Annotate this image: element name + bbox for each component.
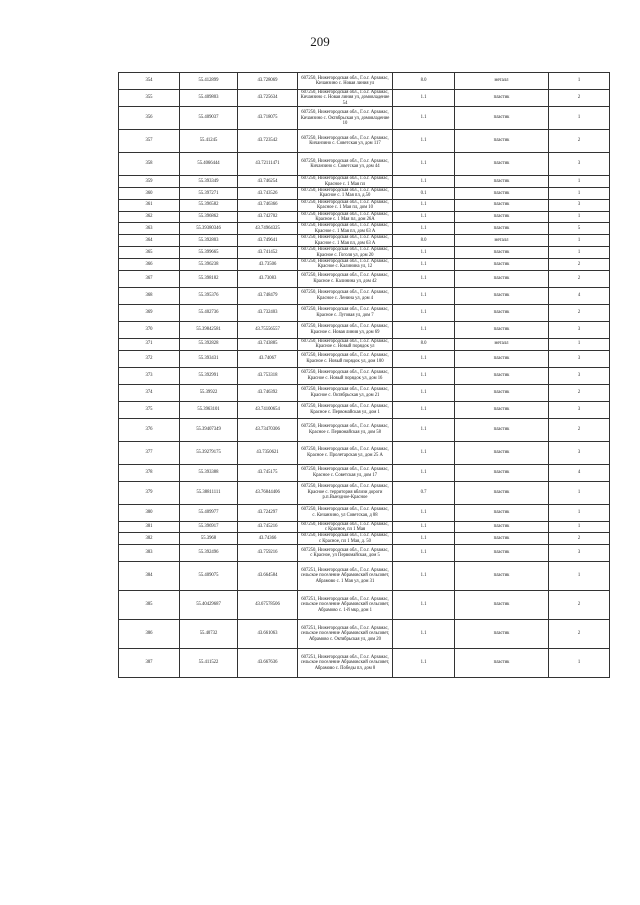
cell-quantity: 2 [549, 130, 610, 153]
table-row [119, 235, 610, 247]
table-row [119, 350, 610, 367]
cell-longitude: 43.742702 [238, 211, 298, 223]
cell-latitude: 55.411522 [180, 649, 238, 678]
table-row [119, 464, 610, 481]
cell-address: 607250, Нижегородская обл., Г.о.г. Арзамас, Красное с. Новый порядок ул [298, 338, 393, 350]
cell-quantity: 3 [549, 401, 610, 418]
cell-number: 363 [119, 223, 180, 235]
cell-latitude: 55.409803 [180, 90, 238, 107]
cell-latitude: 55.393388 [180, 464, 238, 481]
cell-volume: 1.1 [393, 441, 455, 464]
cell-volume: 1.1 [393, 401, 455, 418]
cell-quantity: 1 [549, 562, 610, 591]
cell-latitude: 55.392496 [180, 545, 238, 562]
cell-material: пластик [455, 258, 549, 270]
cell-number: 382 [119, 533, 180, 545]
cell-longitude: 43.718075 [238, 107, 298, 130]
cell-material: пластик [455, 464, 549, 481]
cell-quantity: 3 [549, 350, 610, 367]
cell-volume: 1.1 [393, 258, 455, 270]
cell-number: 366 [119, 258, 180, 270]
table-row [119, 130, 610, 153]
cell-material: пластик [455, 247, 549, 259]
cell-quantity: 2 [549, 304, 610, 321]
table-row [119, 620, 610, 649]
cell-longitude: 43.746392 [238, 384, 298, 401]
cell-latitude: 55.396238 [180, 258, 238, 270]
cell-material: пластик [455, 270, 549, 287]
cell-longitude: 43.72111471 [238, 153, 298, 176]
table-row [119, 270, 610, 287]
table-row [119, 562, 610, 591]
cell-address: 607250, Нижегородская обл., Г.о.г. Арзамас, Кичанзино с. Советская ул, дом 117 [298, 130, 393, 153]
cell-quantity: 1 [549, 481, 610, 504]
cell-quantity: 1 [549, 211, 610, 223]
cell-material: пластик [455, 90, 549, 107]
cell-quantity: 1 [549, 188, 610, 200]
cell-address: 607250, Нижегородская обл., Г.о.г. Арзамас, Кичанзино с. Новая линия ул [298, 73, 393, 90]
cell-material: пластик [455, 350, 549, 367]
table-row [119, 199, 610, 211]
cell-material: пластик [455, 188, 549, 200]
cell-latitude: 55.396862 [180, 211, 238, 223]
cell-volume: 1.1 [393, 153, 455, 176]
cell-material: пластик [455, 107, 549, 130]
table-row [119, 591, 610, 620]
cell-quantity: 1 [549, 247, 610, 259]
cell-quantity: 2 [549, 258, 610, 270]
cell-number: 358 [119, 153, 180, 176]
cell-material: металл [455, 338, 549, 350]
register-table [118, 72, 610, 678]
cell-volume: 8.0 [393, 73, 455, 90]
cell-volume: 8.0 [393, 235, 455, 247]
cell-latitude: 55.396917 [180, 521, 238, 533]
cell-volume: 1.1 [393, 504, 455, 521]
cell-number: 373 [119, 367, 180, 384]
cell-number: 370 [119, 321, 180, 338]
cell-latitude: 55.39279175 [180, 441, 238, 464]
cell-quantity: 1 [549, 521, 610, 533]
cell-latitude: 55.40732 [180, 620, 238, 649]
cell-material: пластик [455, 130, 549, 153]
cell-material: пластик [455, 418, 549, 441]
cell-number: 386 [119, 620, 180, 649]
cell-quantity: 1 [549, 107, 610, 130]
table-row [119, 223, 610, 235]
cell-number: 360 [119, 188, 180, 200]
cell-quantity: 2 [549, 591, 610, 620]
table-row [119, 545, 610, 562]
cell-latitude: 55.392991 [180, 367, 238, 384]
cell-latitude: 55.393431 [180, 350, 238, 367]
cell-address: 607250, Нижегородская обл., Г.о.г. Арзамас, Красное с. Новый порядок ул, дом 16 [298, 367, 393, 384]
cell-address: 607250, Нижегородская обл., Г.о.г. Арзамас, Красное с. Советская ул, дом 17 [298, 464, 393, 481]
cell-longitude: 43.725634 [238, 90, 298, 107]
cell-longitude: 43.73470306 [238, 418, 298, 441]
cell-volume: 1.1 [393, 562, 455, 591]
cell-latitude: 55.40429687 [180, 591, 238, 620]
cell-material: пластик [455, 620, 549, 649]
cell-latitude: 55.409977 [180, 504, 238, 521]
cell-volume: 1.1 [393, 90, 455, 107]
cell-material: пластик [455, 649, 549, 678]
cell-address: 607250, Нижегородская обл., Г.о.г. Арзамас, Красное с. 1 Мая пл, дом 63 А [298, 223, 393, 235]
cell-latitude: 55.398182 [180, 270, 238, 287]
cell-address: 607250, Нижегородская обл., Г.о.г. Арзамас, Красное с. 1 Мая пл [298, 176, 393, 188]
cell-address: 607250, Нижегородская обл., Г.о.г. Арзамас, Красное с. Калинина ул, дом 42 [298, 270, 393, 287]
cell-number: 374 [119, 384, 180, 401]
cell-longitude: 43.667636 [238, 649, 298, 678]
cell-material: пластик [455, 545, 549, 562]
cell-longitude: 43.746366 [238, 199, 298, 211]
cell-latitude: 55.397271 [180, 188, 238, 200]
cell-address: 607250, Нижегородская обл., Г.о.г. Арзамас, Красное с. Луговая ул, дом 7 [298, 304, 393, 321]
table-row [119, 521, 610, 533]
cell-material: пластик [455, 287, 549, 304]
cell-latitude: 55.4066444 [180, 153, 238, 176]
cell-longitude: 43.749641 [238, 235, 298, 247]
table-row [119, 321, 610, 338]
cell-latitude: 55.39407349 [180, 418, 238, 441]
cell-latitude: 55.409037 [180, 107, 238, 130]
cell-longitude: 43.745216 [238, 521, 298, 533]
cell-address: 607251, Нижегородская обл., Г.о.г. Арзамас, сельское поселение Абрамовский сельсовет, Абрамово с. Победы пл, дом 8 [298, 649, 393, 678]
cell-longitude: 43.724297 [238, 504, 298, 521]
cell-latitude: 55.393349 [180, 176, 238, 188]
cell-volume: 0.1 [393, 188, 455, 200]
cell-longitude: 43.743885 [238, 338, 298, 350]
cell-address: 607250, Нижегородская обл., Г.о.г. Арзамас, с Красное, пл 1 Мая, д. 50 [298, 533, 393, 545]
cell-volume: 1.1 [393, 176, 455, 188]
cell-latitude: 55.38811111 [180, 481, 238, 504]
cell-number: 380 [119, 504, 180, 521]
cell-number: 376 [119, 418, 180, 441]
cell-latitude: 55.41245 [180, 130, 238, 153]
cell-number: 359 [119, 176, 180, 188]
table-row [119, 384, 610, 401]
cell-quantity: 1 [549, 338, 610, 350]
table-row [119, 649, 610, 678]
cell-address: 607250, Нижегородская обл., Г.о.г. Арзамас, Красное с. 1 Мая пл, дом 10 [298, 199, 393, 211]
cell-number: 372 [119, 350, 180, 367]
cell-longitude: 43.75556557 [238, 321, 298, 338]
cell-volume: 8.0 [393, 338, 455, 350]
cell-material: металл [455, 235, 549, 247]
cell-number: 375 [119, 401, 180, 418]
cell-material: пластик [455, 533, 549, 545]
cell-latitude: 55.412899 [180, 73, 238, 90]
cell-number: 383 [119, 545, 180, 562]
cell-address: 607250, Нижегородская обл., Г.о.г. Арзамас, Красное с. территория вблизи дороги р.п.Выездное-Красное [298, 481, 393, 504]
cell-latitude: 55.39922 [180, 384, 238, 401]
cell-address: 607250, Нижегородская обл., Г.о.г. Арзамас, Красное с. Новый порядок ул, дом 100 [298, 350, 393, 367]
cell-volume: 1.1 [393, 384, 455, 401]
table-row [119, 287, 610, 304]
cell-longitude: 43.67578506 [238, 591, 298, 620]
cell-latitude: 55.402736 [180, 304, 238, 321]
cell-address: 607250, Нижегородская обл., Г.о.г. Арзамас, Красное с. Октябрьская ул, дом 21 [298, 384, 393, 401]
cell-volume: 1.1 [393, 287, 455, 304]
table-row [119, 153, 610, 176]
table-row [119, 176, 610, 188]
table-row [119, 90, 610, 107]
cell-address: 607250, Нижегородская обл., Г.о.г. Арзамас, Кичанзино с. Советская ул, дом 44 [298, 153, 393, 176]
cell-number: 385 [119, 591, 180, 620]
cell-number: 362 [119, 211, 180, 223]
table-row [119, 211, 610, 223]
cell-address: 607251, Нижегородская обл., Г.о.г. Арзамас, сельское поселение Абрамовский сельсовет, Абрамово с. 1 Мая ул, дом 31 [298, 562, 393, 591]
cell-number: 378 [119, 464, 180, 481]
cell-longitude: 43.748479 [238, 287, 298, 304]
table-body [119, 73, 610, 678]
cell-longitude: 43.661063 [238, 620, 298, 649]
cell-longitude: 43.732403 [238, 304, 298, 321]
cell-material: пластик [455, 176, 549, 188]
table-row [119, 338, 610, 350]
cell-number: 369 [119, 304, 180, 321]
cell-volume: 0.7 [393, 481, 455, 504]
cell-longitude: 43.73083 [238, 270, 298, 287]
cell-volume: 1.1 [393, 464, 455, 481]
cell-address: 607250, Нижегородская обл., Г.о.г. Арзамас, с Красное, ул Первомайская, дом 5 [298, 545, 393, 562]
cell-volume: 1.1 [393, 620, 455, 649]
cell-address: 607250, Нижегородская обл., Г.о.г. Арзамас, Красное с. 1 Мая пл, дом 26А [298, 211, 393, 223]
cell-address: 607250, Нижегородская обл., Г.о.г. Арзамас, Красное с. Новая линия ул, дом 69 [298, 321, 393, 338]
cell-material: пластик [455, 211, 549, 223]
cell-address: 607251, Нижегородская обл., Г.о.г. Арзамас, сельское поселение Абрамовский сельсовет, Абрамово с. Октябрьская ул, дом 20 [298, 620, 393, 649]
cell-number: 387 [119, 649, 180, 678]
cell-volume: 1.1 [393, 350, 455, 367]
cell-quantity: 3 [549, 367, 610, 384]
cell-address: 607250, Нижегородская обл., Г.о.г. Арзамас, Красное с. Первомайская ул, дом 58 [298, 418, 393, 441]
cell-address: 607250, Нижегородская обл., Г.о.г. Арзамас, Красное с. Пролетарская ул, дом 25 А [298, 441, 393, 464]
cell-number: 356 [119, 107, 180, 130]
cell-material: пластик [455, 223, 549, 235]
cell-address: 607250, Нижегородская обл., Г.о.г. Арзамас, Красное с. Гоголя ул, дом 20 [298, 247, 393, 259]
cell-longitude: 43.728069 [238, 73, 298, 90]
cell-longitude: 43.745175 [238, 464, 298, 481]
cell-volume: 1.1 [393, 649, 455, 678]
cell-address: 607251, Нижегородская обл., Г.о.г. Арзамас, сельское поселение Абрамовский сельсовет, Абрамово с. 1-й мкр, дом 1 [298, 591, 393, 620]
cell-volume: 1.1 [393, 270, 455, 287]
table-row [119, 247, 610, 259]
cell-volume: 1.1 [393, 199, 455, 211]
cell-quantity: 3 [549, 199, 610, 211]
cell-number: 355 [119, 90, 180, 107]
cell-latitude: 55.3963101 [180, 401, 238, 418]
cell-latitude: 55.392828 [180, 338, 238, 350]
cell-quantity: 2 [549, 418, 610, 441]
cell-longitude: 43.74964325 [238, 223, 298, 235]
table-row [119, 418, 610, 441]
cell-address: 607250, Нижегородская обл., Г.о.г. Арзамас, Красное с. 1 Мая пл, дом 63 А [298, 235, 393, 247]
cell-volume: 1.1 [393, 107, 455, 130]
cell-number: 368 [119, 287, 180, 304]
cell-longitude: 43.76844406 [238, 481, 298, 504]
cell-quantity: 4 [549, 287, 610, 304]
cell-longitude: 43.753318 [238, 367, 298, 384]
table-row [119, 367, 610, 384]
cell-latitude: 55.395376 [180, 287, 238, 304]
cell-material: пластик [455, 504, 549, 521]
cell-volume: 1.1 [393, 211, 455, 223]
cell-latitude: 55.3968 [180, 533, 238, 545]
cell-quantity: 1 [549, 176, 610, 188]
cell-material: пластик [455, 199, 549, 211]
cell-longitude: 43.664584 [238, 562, 298, 591]
cell-volume: 1.1 [393, 130, 455, 153]
cell-volume: 1.1 [393, 304, 455, 321]
cell-material: пластик [455, 153, 549, 176]
cell-address: 607250, Нижегородская обл., Г.о.г. Арзамас, Кичанзино с. Новая линия ул, домовладение 54 [298, 90, 393, 107]
cell-address: 607250, Нижегородская обл., Г.о.г. Арзамас, с Красное, пл 1 Мая [298, 521, 393, 533]
cell-quantity: 2 [549, 384, 610, 401]
cell-number: 365 [119, 247, 180, 259]
cell-latitude: 55.39842581 [180, 321, 238, 338]
cell-latitude: 55.396582 [180, 199, 238, 211]
cell-quantity: 1 [549, 649, 610, 678]
cell-longitude: 43.746254 [238, 176, 298, 188]
cell-longitude: 43.74067 [238, 350, 298, 367]
cell-quantity: 1 [549, 235, 610, 247]
cell-volume: 1.1 [393, 223, 455, 235]
cell-material: металл [455, 73, 549, 90]
cell-volume: 1.1 [393, 367, 455, 384]
cell-material: пластик [455, 481, 549, 504]
cell-material: пластик [455, 384, 549, 401]
cell-volume: 1.1 [393, 247, 455, 259]
cell-material: пластик [455, 521, 549, 533]
cell-quantity: 3 [549, 321, 610, 338]
table-row [119, 107, 610, 130]
table-row [119, 188, 610, 200]
cell-quantity: 3 [549, 441, 610, 464]
cell-quantity: 1 [549, 504, 610, 521]
cell-quantity: 2 [549, 270, 610, 287]
cell-latitude: 55.409075 [180, 562, 238, 591]
table-row [119, 504, 610, 521]
cell-address: 607250, Нижегородская обл., Г.о.г. Арзамас, с. Кичанзино, ул Советская, д 88 [298, 504, 393, 521]
cell-number: 357 [119, 130, 180, 153]
cell-number: 361 [119, 199, 180, 211]
page-number: 209 [310, 34, 330, 49]
cell-address: 607250, Нижегородская обл., Г.о.г. Арзамас, Красное с. Первомайская ул, дом 1 [298, 401, 393, 418]
cell-quantity: 2 [549, 533, 610, 545]
cell-quantity: 2 [549, 90, 610, 107]
cell-number: 377 [119, 441, 180, 464]
table-row [119, 304, 610, 321]
cell-latitude: 55.392803 [180, 235, 238, 247]
cell-material: пластик [455, 321, 549, 338]
cell-quantity: 3 [549, 153, 610, 176]
cell-material: пластик [455, 562, 549, 591]
cell-volume: 1.1 [393, 418, 455, 441]
cell-address: 607250, Нижегородская обл., Г.о.г. Арзамас, Красное с. 1 Мая пл, д.50 [298, 188, 393, 200]
cell-longitude: 43.74366 [238, 533, 298, 545]
cell-address: 607250, Нижегородская обл., Г.о.г. Арзамас, Красное с. Калинина ул, 12 [298, 258, 393, 270]
cell-volume: 1.1 [393, 545, 455, 562]
cell-address: 607250, Нижегородская обл., Г.о.г. Арзамас, Кичанзино с. Октябрьская ул, домовладение 10 [298, 107, 393, 130]
cell-longitude: 43.741452 [238, 247, 298, 259]
cell-material: пластик [455, 304, 549, 321]
table-row [119, 258, 610, 270]
cell-quantity: 5 [549, 223, 610, 235]
cell-address: 607250, Нижегородская обл., Г.о.г. Арзамас, Красное с. Ленина ул, дом 4 [298, 287, 393, 304]
cell-longitude: 43.73506 [238, 258, 298, 270]
table-row [119, 73, 610, 90]
cell-material: пластик [455, 591, 549, 620]
cell-number: 371 [119, 338, 180, 350]
cell-longitude: 43.723542 [238, 130, 298, 153]
cell-quantity: 4 [549, 464, 610, 481]
cell-volume: 1.1 [393, 521, 455, 533]
cell-number: 367 [119, 270, 180, 287]
cell-volume: 1.1 [393, 591, 455, 620]
cell-material: пластик [455, 367, 549, 384]
cell-quantity: 1 [549, 73, 610, 90]
cell-longitude: 43.743526 [238, 188, 298, 200]
cell-longitude: 43.759216 [238, 545, 298, 562]
cell-volume: 1.1 [393, 321, 455, 338]
cell-quantity: 2 [549, 620, 610, 649]
cell-material: пластик [455, 401, 549, 418]
cell-number: 384 [119, 562, 180, 591]
cell-number: 364 [119, 235, 180, 247]
cell-number: 379 [119, 481, 180, 504]
cell-number: 381 [119, 521, 180, 533]
cell-quantity: 3 [549, 545, 610, 562]
cell-material: пластик [455, 441, 549, 464]
cell-volume: 1.1 [393, 533, 455, 545]
table-row [119, 533, 610, 545]
cell-longitude: 43.74100654 [238, 401, 298, 418]
table-row [119, 441, 610, 464]
cell-latitude: 55.39380346 [180, 223, 238, 235]
table-row [119, 481, 610, 504]
cell-latitude: 55.399665 [180, 247, 238, 259]
table-row [119, 401, 610, 418]
cell-number: 354 [119, 73, 180, 90]
cell-longitude: 43.7350621 [238, 441, 298, 464]
